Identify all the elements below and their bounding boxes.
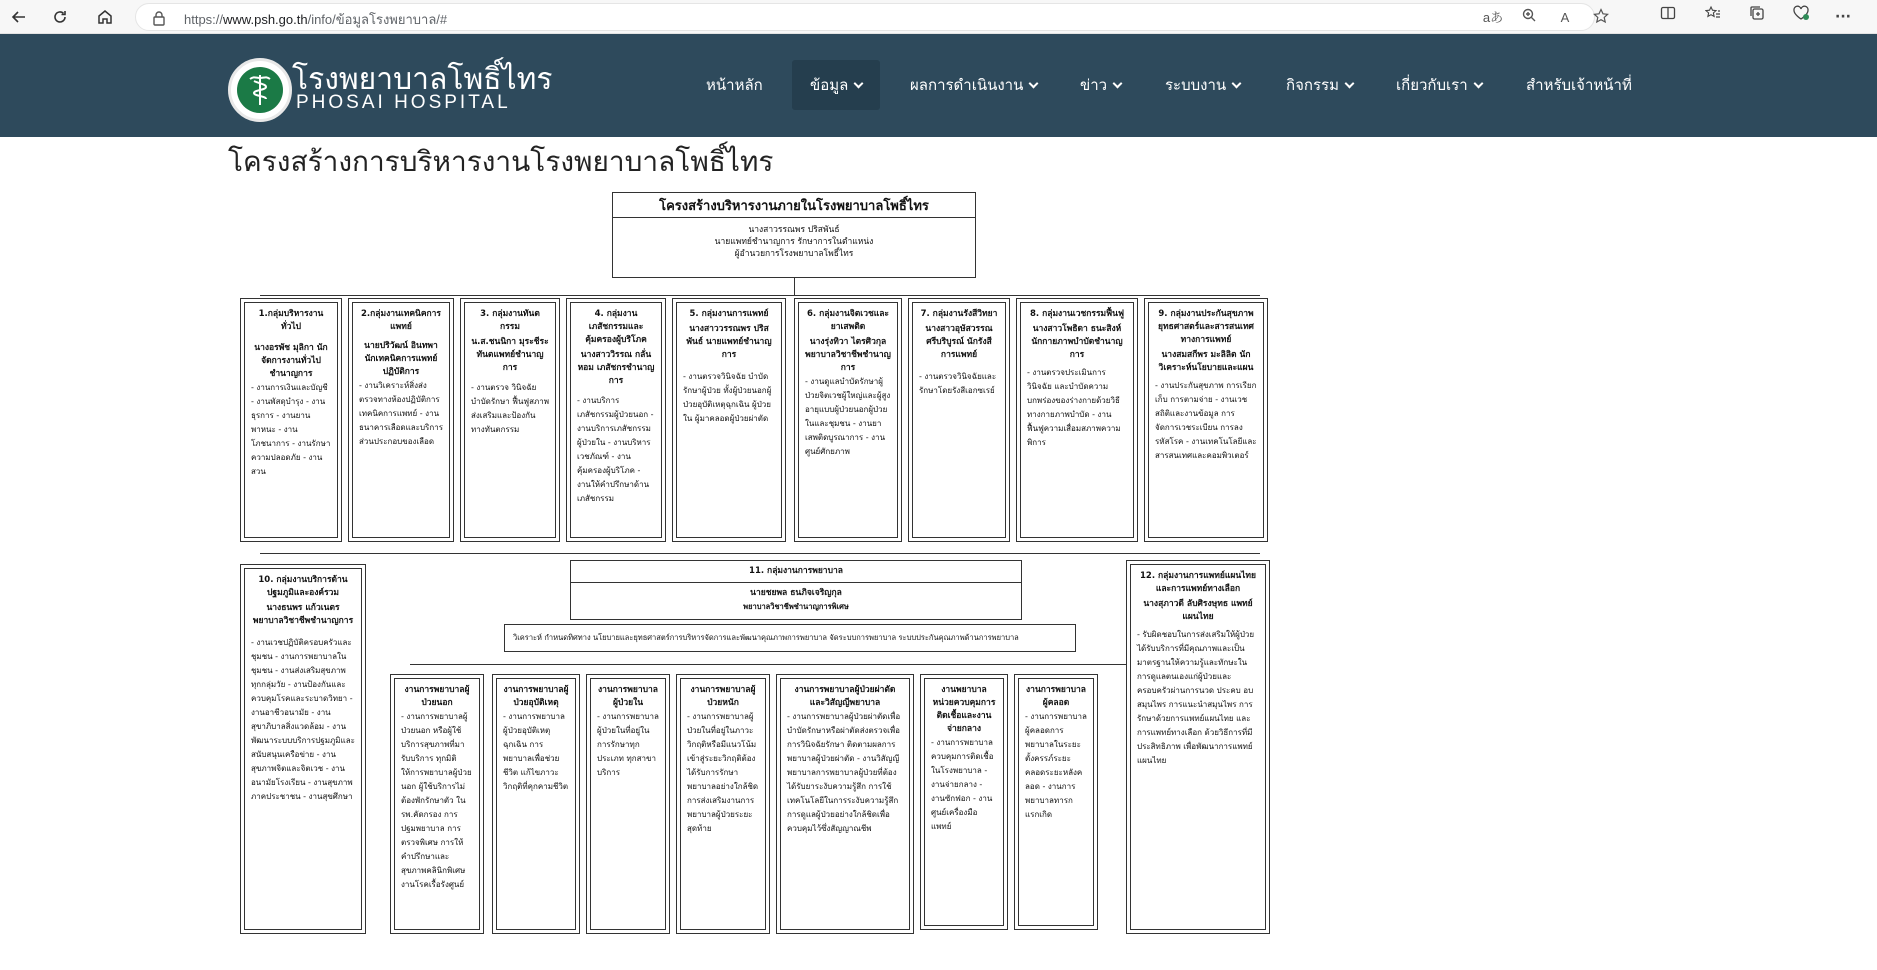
nursing-unit-items: - งานการพยาบาลผู้ป่วยในที่อยู่ในการรักษาทุกประเภท ทุกสาขาบริการ [597, 712, 659, 777]
org-connector [794, 278, 795, 296]
org-group-8 [1016, 298, 1138, 542]
lock-icon [152, 10, 166, 26]
org-group-items: - งานตรวจวินิจฉัย บำบัดรักษาผู้ป่วย ทั้งผู้ป่วยนอกผู้ป่วยอุบัติเหตุฉุกเฉิน ผู้ป่วยใน ผู้มาคลอดผู้ป่วยผ่าตัด [683, 372, 772, 423]
hospital-logo-emblem[interactable] [228, 58, 292, 122]
org-group-7 [908, 298, 1010, 542]
arrow-left-icon [10, 8, 28, 26]
org-group-title: 11. กลุ่มงานการพยาบาล [571, 561, 1021, 583]
back-button[interactable] [6, 4, 32, 30]
org-top-role2: ผู้อำนวยการโรงพยาบาลโพธิ์ไทร [734, 249, 854, 259]
org-group-1 [240, 298, 342, 542]
org-group-head: นางสาววิรรณ กลั่นหอม เภสัชกรชำนาญการ [577, 350, 655, 386]
org-group-9 [1144, 298, 1268, 542]
org-group-head: นางรุ่งทิวา ไตรศิวกุล พยาบาลวิชาชีพชำนาญการ [805, 337, 891, 373]
site-header [0, 34, 1877, 137]
nav-system[interactable]: ระบบงาน [1147, 60, 1258, 110]
chevron-down-icon [1113, 78, 1123, 88]
nursing-unit-title: งานการพยาบาลผู้ป่วยนอก [404, 685, 470, 708]
org-group-head: นางสมสกีพร มะลิลิต นักวิเคราะห์นโยบายและแผน [1158, 350, 1254, 373]
nursing-unit-items: - งานการพยาบาลผู้ป่วยอุบัติเหตุฉุกเฉิน การพยาบาลเพื่อช่วยชีวิต แก้ไขภาวะวิกฤติที่คุกคามชีวิต [503, 712, 569, 791]
org-group-11 [570, 560, 1022, 620]
org-group-head: นางธนพร แก้วเนตร พยาบาลวิชาชีพชำนาญการ [252, 603, 354, 626]
org-nursing-vision-text: วิเคราะห์ กำหนดทิศทาง นโยบายและยุทธศาสตร์การบริหารจัดการและพัฒนาคุณภาพการพยาบาล จัดระบบการพยาบาล ระบบประกันคุณภาพด้านการพยาบาล [513, 633, 1019, 642]
nav-info[interactable]: ข้อมูล [792, 60, 880, 110]
caduceus-icon [237, 67, 283, 113]
org-group-title: 7. กลุ่มงานรังสีวิทยา [920, 309, 998, 319]
refresh-button[interactable] [47, 4, 73, 30]
org-group-title: 8. กลุ่มงานเวชกรรมฟื้นฟู [1030, 309, 1124, 319]
org-group-4 [566, 298, 666, 542]
chevron-down-icon [1029, 78, 1039, 88]
split-screen-icon[interactable] [1655, 5, 1681, 29]
url-text: https://www.psh.go.th/info/ข้อมูลโรงพยาบาล/# [184, 12, 448, 27]
org-group-role: พยาบาลวิชาชีพชำนาญการพิเศษ [743, 602, 849, 611]
nursing-unit-ipd [586, 674, 670, 934]
nursing-unit-title: งานการพยาบาลผู้คลอด [1026, 685, 1086, 708]
chevron-down-icon [1232, 78, 1242, 88]
org-group-items: - งานตรวจประเมินการวินิจฉัย และบำบัดความบกพร่องของร่างกายด้วยวิธีทางกายภาพบำบัด - งานฟื้นฟูความเสื่อมสภาพความพิการ [1027, 368, 1121, 447]
nursing-unit-items: - งานการพยาบาลผู้ป่วยในที่อยู่ในภาวะวิกฤติหรือมีแนวโน้มเข้าสู่ระยะวิกฤติต้องได้รับการรักษาพยาบาลอย่างใกล้ชิด การส่งเสริมงานการพยาบาลผู้ป่วยระยะสุดท้าย [687, 712, 759, 833]
org-group-title: 2.กลุ่มงานเทคนิคการแพทย์ [360, 309, 441, 332]
org-group-title: 10. กลุ่มงานบริการด้านปฐมภูมิและองค์รวม [258, 575, 348, 598]
read-aloud-a-icon[interactable]: A [1560, 10, 1570, 25]
nav-activities[interactable]: กิจกรรม [1268, 60, 1371, 110]
org-group-items: - งานวิเคราะห์สิ่งส่งตรวจทางห้องปฏิบัติการเทคนิคการแพทย์ - งานธนาคารเลือดและบริการส่วนประกอบของเลือด [359, 381, 443, 446]
browser-toolbar [0, 0, 1877, 34]
org-group-title: 6. กลุ่มงานจิตเวชและยาเสพติด [807, 309, 889, 332]
org-group-items: - งานเวชปฏิบัติครอบครัวและชุมชน - งานการพยาบาลในชุมชน - งานส่งเสริมสุขภาพทุกกลุ่มวัย - งานป้องกันและควบคุมโรคและระบาดวิทยา - งานอาชีวอนามัย - งานสุขาภิบาลสิ่งแวดล้อม - งานพัฒนาระบบบริการปฐมภูมิและสนับสนุนเครือข่าย - งานสุขภาพจิตและจิตเวช - งานอนามัยโรงเรียน - งานสุขภาพภาคประชาชน - งานสุขศึกษา [251, 638, 355, 801]
org-group-head: นางสาววรรณพร ปริสพันธ์ นายแพทย์ชำนาญการ [686, 324, 772, 360]
nursing-unit-title: งานการพยาบาลผู้ป่วยผ่าตัดและวิสัญญีพยาบาล [794, 685, 896, 708]
home-icon [96, 8, 114, 26]
org-group-title: 3. กลุ่มงานทันตกรรม [480, 309, 540, 332]
nursing-unit-title: งานการพยาบาลผู้ป่วยอุบัติเหตุ [503, 685, 569, 708]
nav-home[interactable]: หน้าหลัก [706, 76, 763, 94]
org-group-head: น.ส.ชนนิกา มุระชีระ ทันตแพทย์ชำนาญการ [471, 337, 549, 373]
org-group-head: นายปริวัฒน์ อินทพา นักเทคนิคการแพทย์ ปฏิบัติการ [364, 341, 438, 377]
org-group-title: 4. กลุ่มงานเภสัชกรรมและคุ้มครองผู้บริโภค [585, 309, 647, 345]
org-group-5 [672, 298, 786, 542]
org-group-head: นางสุภาวดี ลับศิรงษุทธ แพทย์แผนไทย [1143, 599, 1253, 622]
nursing-unit-or [776, 674, 914, 934]
nursing-unit-items: - งานการพยาบาลผู้ป่วยผ่าตัดเพื่อบำบัดรักษาหรือผ่าตัดส่งตรวจเพื่อการวินิจฉัยรักษา ติดตามผลการพยาบาลผู้ป่วยผ่าตัด - งานวิสัญญีพยาบาลการพยาบาลผู้ป่วยที่ต้องได้รับยาระงับความรู้สึก การใช้เทคโนโลยีในการระงับความรู้สึก การดูแลผู้ป่วยอย่างใกล้ชิดเพื่อควบคุมไว้ซึ่งสัญญาณชีพ [787, 712, 901, 833]
org-group-title: 12. กลุ่มงานการแพทย์แผนไทยและการแพทย์ทางเลือก [1140, 571, 1256, 594]
org-group-items: - งานตรวจวินิจฉัยและรักษาโดยรังสีเอกซเรย์ [919, 372, 997, 395]
org-connector [410, 664, 1160, 665]
org-group-items: - งานการเงินและบัญชี - งานพัสดุบำรุง - งานธุรการ - งานยานพาหนะ - งานโภชนาการ - งานรักษาความปลอดภัย - งานสวน [251, 383, 331, 476]
nursing-unit-items: - งานการพยาบาลผู้ป่วยนอก หรือผู้ใช้บริการสุขภาพที่มารับบริการ ทุกมิติให้การพยาบาลผู้ป่วยนอก ผู้ใช้บริการไม่ต้องพักรักษาตัว ใน รพ.คัดกรอง การปฐมพยาบาล การตรวจพิเศษ การให้คำปรึกษาและสุขภาพคลินิกพิเศษ งานโรคเรื้อรังศูนย์ [401, 712, 472, 889]
nursing-unit-opd [390, 674, 484, 934]
org-group-12 [1126, 560, 1270, 934]
logo-english-name[interactable]: PHOSAI HOSPITAL [296, 92, 511, 113]
chevron-down-icon [1345, 78, 1355, 88]
page-title: โครงสร้างการบริหารงานโรงพยาบาลโพธิ์ไทร [228, 145, 774, 178]
nursing-unit-items: - งานการพยาบาลควบคุมการติดเชื้อในโรงพยาบาล - งานจ่ายกลาง - งานซักฟอก - งานศูนย์เครื่องมือแพทย์ [931, 738, 994, 831]
org-connector [260, 295, 1260, 296]
org-group-items: - รับผิดชอบในการส่งเสริมให้ผู้ป่วยได้รับบริการที่มีคุณภาพและเป็นมาตรฐานให้ความรู้และทักษะในการดูแลตนเองแก่ผู้ป่วยและครอบครัวผ่านการนวด ประคบ อบสมุนไพร การแนะนำสมุนไพร การรักษาด้วยการแพทย์แผนไทย และการแพทย์ทางเลือก ด้วยวิธีการที่มีประสิทธิภาพ เพื่อพัฒนาการแพทย์แผนไทย [1137, 630, 1255, 765]
nursing-unit-items: - งานการพยาบาลผู้คลอดการพยาบาลในระยะตั้งครรภ์ระยะคลอดระยะหลังคลอด - งานการพยาบาลทารกแรกเกิด [1025, 712, 1087, 819]
org-connector [260, 553, 1260, 554]
collections-icon[interactable] [1744, 5, 1770, 29]
chevron-down-icon [854, 78, 864, 88]
nursing-unit-er [492, 674, 580, 934]
nav-about[interactable]: เกี่ยวกับเรา [1378, 60, 1500, 110]
chevron-down-icon [1473, 78, 1483, 88]
org-group-items: - งานบริการเภสัชกรรมผู้ป่วยนอก - งานบริการเภสัชกรรมผู้ป่วยใน - งานบริหารเวชภัณฑ์ - งานคุ้มครองผู้บริโภค - งานให้คำปรึกษาด้านเภสัชกรรม [577, 396, 654, 503]
nursing-unit-ic [920, 674, 1008, 930]
nursing-unit-title: งานการพยาบาลผู้ป่วยใน [598, 685, 658, 708]
org-group-title: 1.กลุ่มบริหารงานทั่วไป [258, 309, 324, 332]
nursing-unit-title: งานการพยาบาลผู้ป่วยหนัก [690, 685, 756, 708]
org-group-10 [240, 564, 366, 934]
org-nursing-vision [504, 624, 1076, 652]
org-chart [230, 188, 1280, 938]
favorites-icon[interactable] [1700, 5, 1726, 29]
org-group-3 [460, 298, 560, 542]
nursing-unit-title: งานพยาบาลหน่วยควบคุมการติดเชื้อและงานจ่ายกลาง [932, 685, 996, 734]
nursing-unit-lr [1014, 674, 1098, 930]
org-group-title: 5. กลุ่มงานการแพทย์ [689, 309, 769, 319]
org-group-6 [794, 298, 902, 542]
org-group-items: - งานดูแลบำบัดรักษาผู้ป่วยจิตเวชผู้ใหญ่และผู้สูงอายุแบบผู้ป่วยนอกผู้ป่วยในและชุมชน - งานยาเสพติดบูรณาการ - งานศูนย์ศักยภาพ [805, 377, 891, 456]
favorite-star-icon[interactable] [1590, 8, 1612, 28]
browser-essentials-icon[interactable] [1788, 5, 1814, 29]
org-group-2 [348, 298, 454, 542]
org-top-role: นายแพทย์ชำนาญการ รักษาการในตำแหน่ง [714, 237, 874, 247]
nav-performance[interactable]: ผลการดำเนินงาน [892, 60, 1055, 110]
nav-staff[interactable]: สำหรับเจ้าหน้าที่ [1526, 76, 1632, 94]
read-aloud-icon[interactable]: aあ [1482, 10, 1504, 25]
nursing-unit-icu [676, 674, 770, 934]
org-group-head: นางสาวโพธิดา ธนะสิงห์ นักกายภาพบำบัดชำนาญการ [1031, 324, 1123, 360]
org-group-head: นายชยพล ธนภิจเจริญกุล [750, 588, 842, 598]
zoom-icon[interactable] [1518, 8, 1540, 28]
org-top-box [612, 192, 976, 278]
refresh-icon [51, 8, 69, 26]
org-group-title: 9. กลุ่มงานประกันสุขภาพยุทธศาสตร์และสารสนเทศทางการแพทย์ [1158, 309, 1254, 345]
nav-news[interactable]: ข่าว [1062, 60, 1139, 110]
org-top-title: โครงสร้างบริหารงานภายในโรงพยาบาลโพธิ์ไทร [613, 193, 975, 218]
org-group-head: นางอรพัช มุลิกา นักจัดการงานทั่วไป ชำนาญการ [254, 343, 328, 379]
more-options-icon[interactable]: ··· [1835, 9, 1851, 25]
address-bar[interactable] [135, 3, 1595, 31]
org-group-items: - งานตรวจ วินิจฉัย บำบัดรักษา ฟื้นฟูสภาพ ส่งเสริมและป้องกันทางทันตกรรม [471, 383, 550, 434]
org-group-head: นางสาวอุษัสวรรณ ศรีบริบูรณ์ นักรังสีการแพทย์ [925, 324, 993, 360]
org-group-items: - งานประกันสุขภาพ การเรียกเก็บ การตามจ่าย - งานเวชสถิติและงานข้อมูล การจัดการเวชระเบียน การลงรหัสโรค - งานเทคโนโลยีและสารสนเทศและคอมพิวเตอร์ [1155, 381, 1257, 460]
home-button[interactable] [92, 4, 118, 30]
org-top-name: นางสาวรรณพร ปริสพันธ์ [748, 225, 840, 235]
logo-thai-name[interactable]: โรงพยาบาลโพธิ์ไทร [292, 62, 553, 97]
